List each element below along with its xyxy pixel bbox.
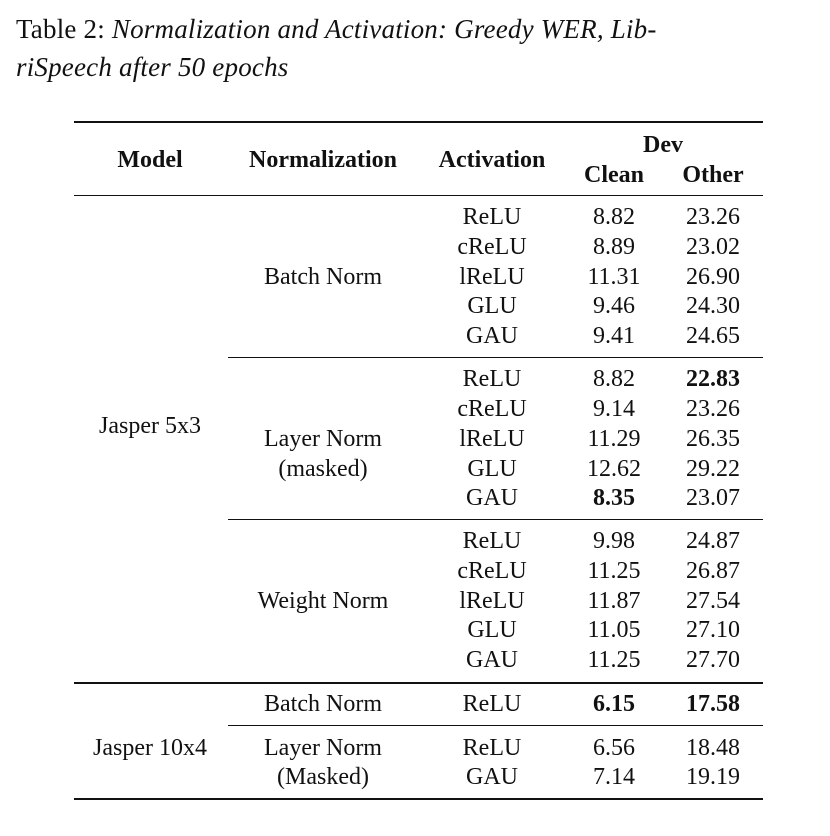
caption-prefix: Table 2: — [16, 14, 105, 44]
other-wer-cell: 29.22 — [686, 456, 740, 482]
other-wer-cell: 23.26 — [686, 396, 740, 422]
other-wer-cell: 18.48 — [686, 735, 740, 761]
model-name: Jasper 10x4 — [93, 735, 207, 761]
other-wer-cell: 22.83 — [686, 366, 740, 392]
header-normalization: Normalization — [249, 147, 397, 173]
clean-wer-cell: 11.31 — [587, 264, 641, 290]
activation-cell: cReLU — [457, 558, 527, 584]
normalization-label: Batch Norm — [264, 691, 382, 717]
header-clean: Clean — [584, 162, 644, 188]
caption-title-line1: Normalization and Activation: Greedy WER, Lib- — [111, 14, 657, 44]
other-wer-cell: 27.54 — [686, 588, 740, 614]
header-dev: Dev — [643, 132, 683, 158]
other-wer-cell: 26.35 — [686, 426, 740, 452]
clean-wer-cell: 8.82 — [593, 204, 635, 230]
clean-wer-cell: 9.14 — [593, 396, 635, 422]
normalization-label-sub: (masked) — [278, 456, 368, 482]
activation-cell: ReLU — [462, 366, 522, 392]
clean-wer-cell: 11.25 — [587, 647, 641, 673]
other-wer-cell: 26.87 — [686, 558, 740, 584]
other-wer-cell: 27.70 — [686, 647, 740, 673]
group-rule — [228, 519, 763, 520]
other-wer-cell: 24.87 — [686, 528, 740, 554]
model-rule — [74, 682, 763, 684]
normalization-label: Layer Norm — [264, 735, 382, 761]
top-rule — [74, 121, 763, 123]
group-rule — [228, 725, 763, 726]
clean-wer-cell: 12.62 — [587, 456, 641, 482]
model-name: Jasper 5x3 — [99, 413, 201, 439]
activation-cell: lReLU — [459, 264, 525, 290]
activation-cell: ReLU — [462, 735, 522, 761]
clean-wer-cell: 8.35 — [593, 485, 635, 511]
normalization-label: Layer Norm — [264, 426, 382, 452]
clean-wer-cell: 8.82 — [593, 366, 635, 392]
activation-cell: cReLU — [457, 396, 527, 422]
activation-cell: ReLU — [462, 691, 522, 717]
clean-wer-cell: 9.41 — [593, 323, 635, 349]
other-wer-cell: 17.58 — [686, 691, 740, 717]
other-wer-cell: 24.65 — [686, 323, 740, 349]
activation-cell: lReLU — [459, 588, 525, 614]
activation-cell: GLU — [467, 456, 517, 482]
clean-wer-cell: 11.25 — [587, 558, 641, 584]
bottom-rule — [74, 798, 763, 800]
normalization-label: Weight Norm — [257, 588, 389, 614]
clean-wer-cell: 9.98 — [593, 528, 635, 554]
activation-cell: GAU — [466, 485, 518, 511]
other-wer-cell: 19.19 — [686, 764, 740, 790]
clean-wer-cell: 11.29 — [587, 426, 641, 452]
clean-wer-cell: 8.89 — [593, 234, 635, 260]
activation-cell: ReLU — [462, 528, 522, 554]
clean-wer-cell: 7.14 — [593, 764, 635, 790]
clean-wer-cell: 6.56 — [593, 735, 635, 761]
clean-wer-cell: 9.46 — [593, 293, 635, 319]
other-wer-cell: 27.10 — [686, 617, 740, 643]
other-wer-cell: 23.07 — [686, 485, 740, 511]
normalization-label-sub: (Masked) — [277, 764, 369, 790]
group-rule — [228, 357, 763, 358]
header-model: Model — [117, 147, 183, 173]
activation-cell: GAU — [466, 764, 518, 790]
caption-title-line2: riSpeech after 50 epochs — [16, 52, 289, 82]
other-wer-cell: 24.30 — [686, 293, 740, 319]
other-wer-cell: 23.02 — [686, 234, 740, 260]
other-wer-cell: 23.26 — [686, 204, 740, 230]
header-rule — [74, 195, 763, 196]
activation-cell: GLU — [467, 617, 517, 643]
activation-cell: cReLU — [457, 234, 527, 260]
clean-wer-cell: 6.15 — [593, 691, 635, 717]
activation-cell: GLU — [467, 293, 517, 319]
activation-cell: lReLU — [459, 426, 525, 452]
activation-cell: GAU — [466, 323, 518, 349]
activation-cell: ReLU — [462, 204, 522, 230]
other-wer-cell: 26.90 — [686, 264, 740, 290]
header-activation: Activation — [438, 147, 546, 173]
table-caption — [16, 10, 816, 86]
normalization-label: Batch Norm — [264, 264, 382, 290]
clean-wer-cell: 11.05 — [587, 617, 641, 643]
header-other: Other — [682, 162, 744, 188]
activation-cell: GAU — [466, 647, 518, 673]
clean-wer-cell: 11.87 — [587, 588, 641, 614]
